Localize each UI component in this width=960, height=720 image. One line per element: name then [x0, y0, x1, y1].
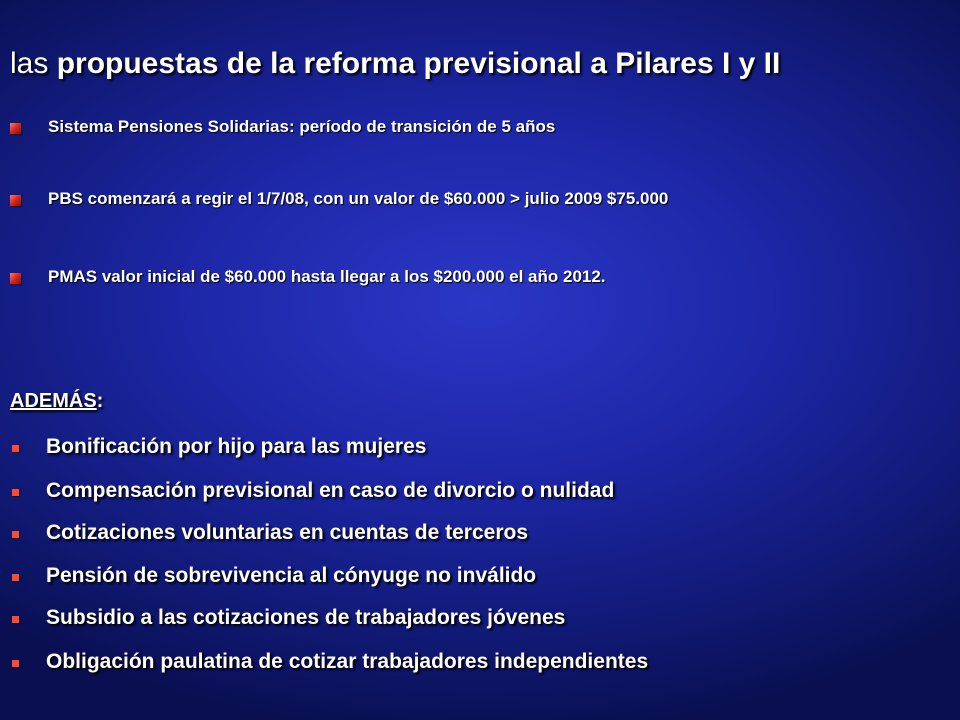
title-main: propuestas de la reforma previsional a Pilares I y II: [56, 47, 781, 80]
key-point-text: Sistema Pensiones Solidarias: período de transición de 5 años: [48, 117, 556, 136]
square-bullet-icon: [10, 195, 21, 206]
list-item-text: Obligación paulatina de cotizar trabajadores independientes: [46, 650, 649, 673]
list-item-text: Pensión de sobrevivencia al cónyuge no inválido: [46, 564, 537, 587]
ademas-label: ADEMÁS: [10, 390, 97, 412]
list-item: [10, 435, 940, 465]
list-item: [10, 650, 940, 680]
slide-title: [10, 44, 780, 84]
list-item-text: Bonificación por hijo para las mujeres: [46, 435, 427, 458]
key-point-text: PBS comenzará a regir el 1/7/08, con un valor de $60.000 > julio 2009 $75.000: [48, 189, 669, 208]
small-square-bullet-icon: [12, 489, 19, 496]
small-square-bullet-icon: [12, 660, 19, 667]
key-point-text: PMAS valor inicial de $60.000 hasta llegar a los $200.000 el año 2012.: [48, 267, 606, 286]
list-item: [10, 606, 940, 636]
small-square-bullet-icon: [12, 445, 19, 452]
square-bullet-icon: [10, 273, 21, 284]
ademas-colon: :: [96, 390, 104, 412]
list-item: [10, 564, 940, 594]
square-bullet-icon: [10, 123, 21, 134]
small-square-bullet-icon: [12, 531, 19, 538]
small-square-bullet-icon: [12, 616, 19, 623]
list-item: [10, 521, 940, 551]
list-item-text: Subsidio a las cotizaciones de trabajadores jóvenes: [46, 606, 566, 629]
list-item-text: Compensación previsional en caso de divorcio o nulidad: [46, 479, 615, 502]
key-point: [10, 187, 940, 217]
small-square-bullet-icon: [12, 574, 19, 581]
key-point: [10, 115, 940, 145]
ademas-heading: [10, 390, 103, 413]
title-prefix: las: [10, 47, 49, 80]
list-item: [10, 479, 940, 509]
list-item-text: Cotizaciones voluntarias en cuentas de terceros: [46, 521, 528, 544]
key-point: [10, 265, 940, 295]
